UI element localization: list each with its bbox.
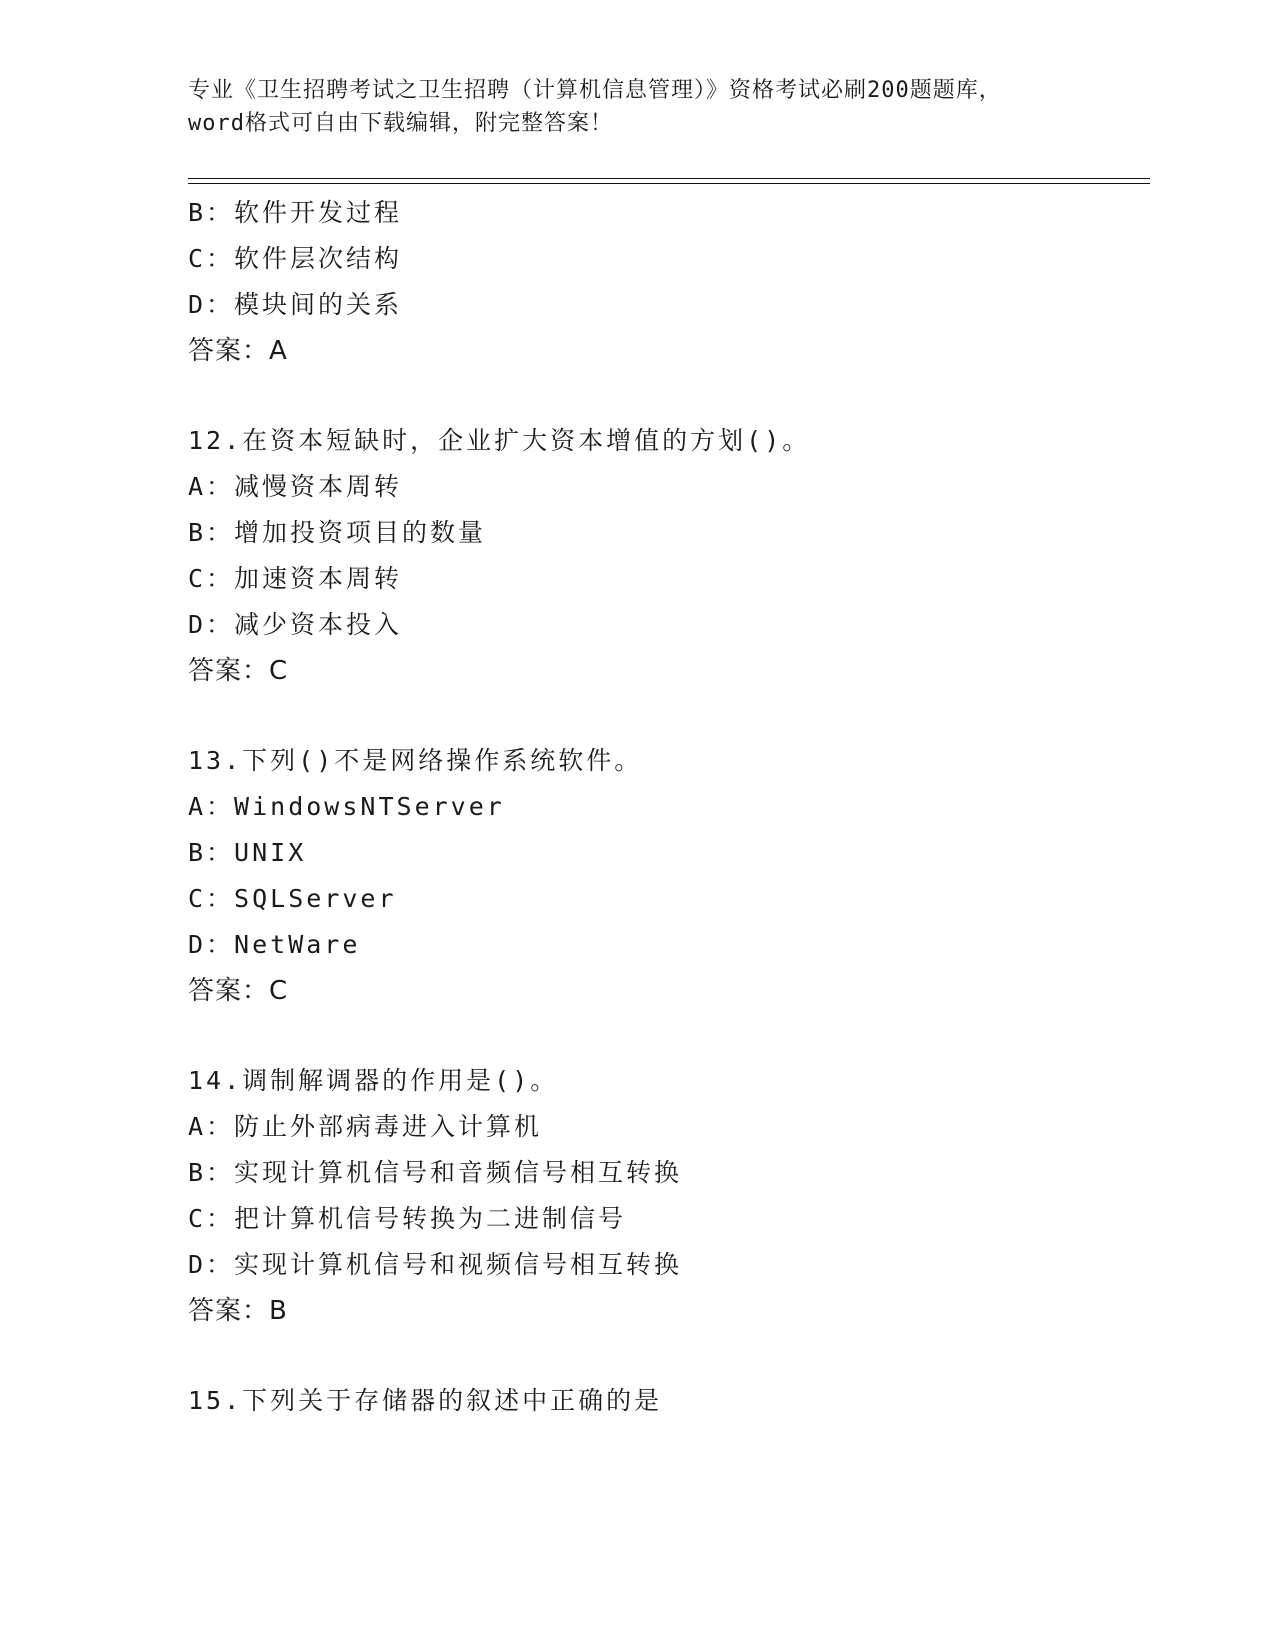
question-stem: 12.在资本短缺时，企业扩大资本增值的方划()。: [188, 426, 811, 455]
option-d: D：NetWare: [188, 930, 361, 959]
option-c: C：加速资本周转: [188, 564, 403, 593]
option-b: B：增加投资项目的数量: [188, 518, 487, 547]
option-c: C：软件层次结构: [188, 244, 403, 273]
option-b: B：UNIX: [188, 838, 307, 867]
option-b: B：实现计算机信号和音频信号相互转换: [188, 1158, 683, 1187]
question-stem: 13.下列()不是网络操作系统软件。: [188, 746, 643, 775]
option-d: D：实现计算机信号和视频信号相互转换: [188, 1250, 683, 1279]
question-stem: 14.调制解调器的作用是()。: [188, 1066, 559, 1095]
option-b: B：软件开发过程: [188, 198, 403, 227]
question-12: [188, 418, 1148, 694]
option-c: C：把计算机信号转换为二进制信号: [188, 1204, 627, 1233]
header-divider-top: [188, 178, 1150, 179]
option-c: C：SQLServer: [188, 884, 397, 913]
question-13: [188, 738, 1148, 1014]
option-a: A：WindowsNTServer: [188, 792, 505, 821]
question-stem: 15.下列关于存储器的叙述中正确的是: [188, 1386, 663, 1415]
option-d: D：减少资本投入: [188, 610, 403, 639]
header-divider-bottom: [188, 183, 1150, 184]
option-d: D：模块间的关系: [188, 290, 403, 319]
question-15: [188, 1378, 1148, 1424]
header-line-2: word格式可自由下载编辑，附完整答案！: [188, 111, 613, 136]
answer-line: 答案：C: [188, 976, 289, 1006]
question-list: [188, 190, 1148, 1424]
answer-line: 答案：A: [188, 336, 288, 366]
question-14: [188, 1058, 1148, 1334]
option-a: A：防止外部病毒进入计算机: [188, 1112, 543, 1141]
answer-line: 答案：C: [188, 656, 289, 686]
answer-line: 答案：B: [188, 1296, 288, 1326]
document-header: [188, 74, 1088, 140]
question-11-continued: [188, 190, 1148, 374]
option-a: A：减慢资本周转: [188, 472, 403, 501]
header-line-1: 专业《卫生招聘考试之卫生招聘（计算机信息管理）》资格考试必刷200题题库，: [188, 78, 1002, 103]
